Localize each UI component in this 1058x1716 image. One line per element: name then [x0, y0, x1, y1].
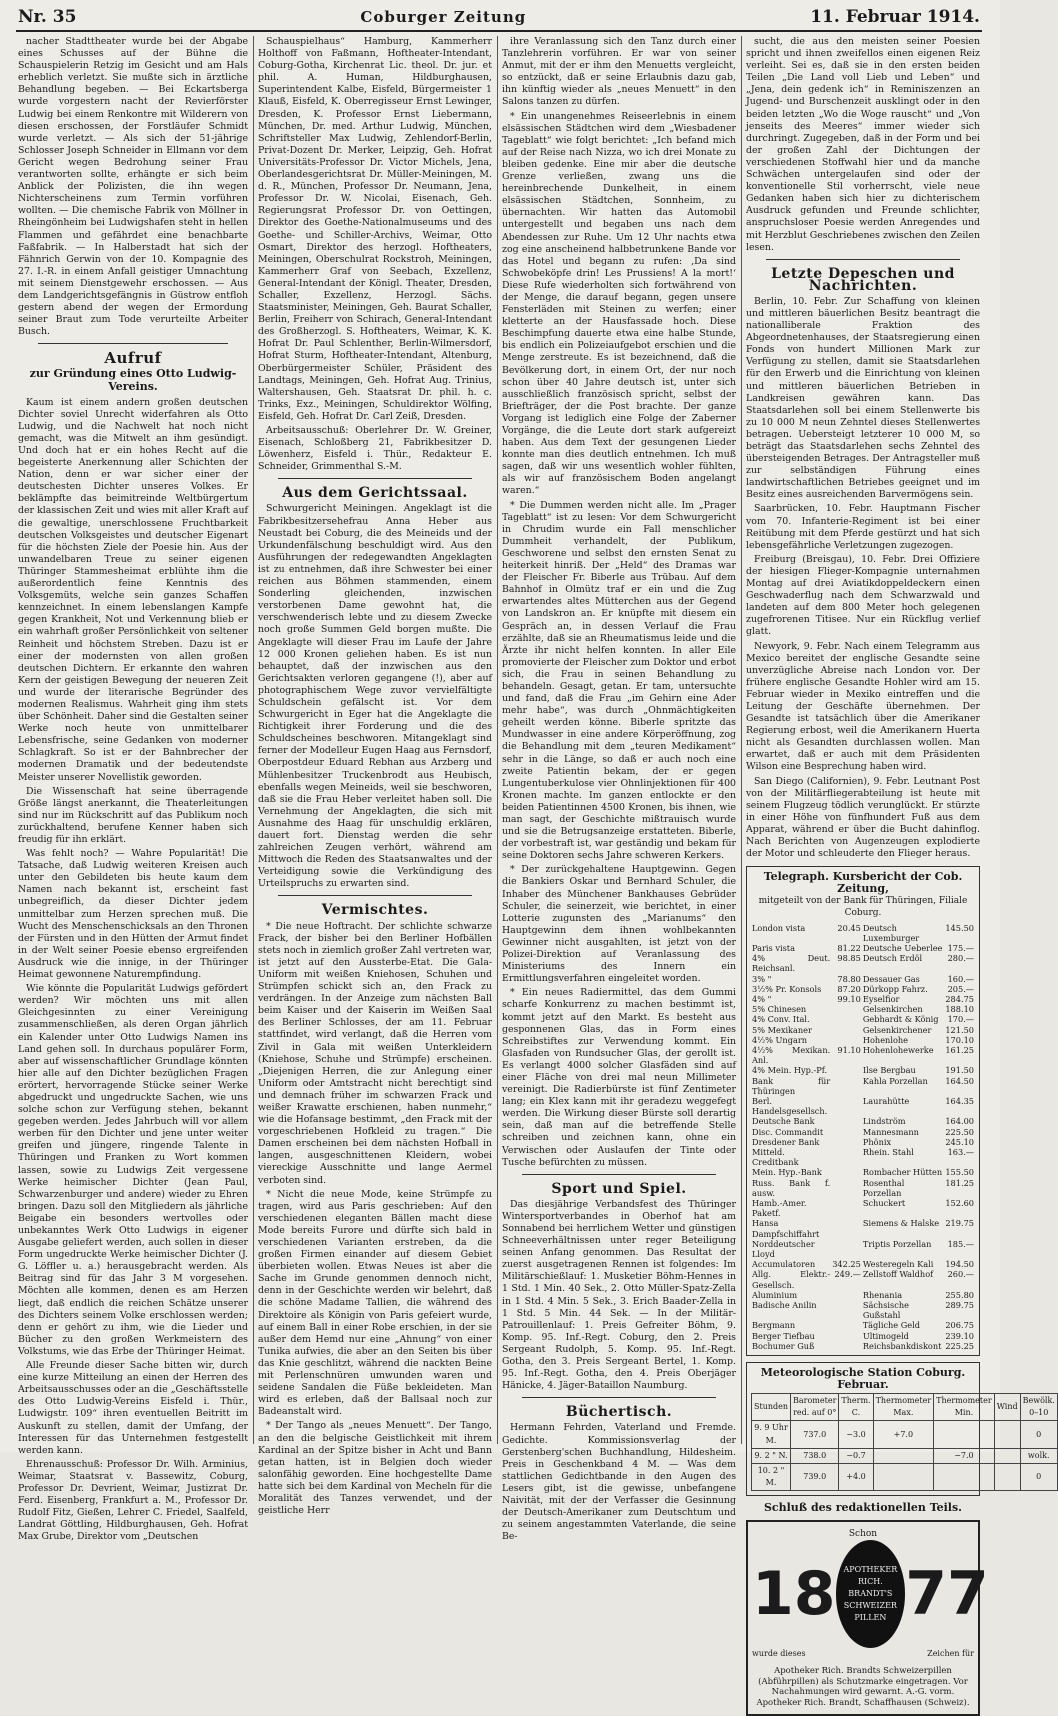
column-rule — [497, 36, 498, 1444]
stock-name: Hansa Dampfschiffahrt — [752, 1218, 820, 1239]
stock-row — [751, 1239, 975, 1259]
stock-name: Norddeutscher Lloyd — [752, 1238, 815, 1260]
stock-value: 289.75 — [945, 1300, 974, 1311]
article-subheading: zur Gründung eines Otto Ludwig-Vereins. — [29, 367, 237, 393]
stock-value: 191.50 — [945, 1065, 974, 1076]
stock-value — [831, 1178, 862, 1198]
news-item: Berlin, 10. Febr. Zur Schaffung von kleinen und mittleren bäuerlichen Besitz beantragt die nationalliberale Fraktion des Abgeordnetenhauses, der Staatsregierung einen Fonds von hundert Millionen Mark zur Verfügung zu stellen, damit sie Staatsdarlehen für den Erwerb und die Einrichtung von kleinen und mittleren bäuerlichen Betrieben in Landkreisen gewähren kann. Das Staatsdarlehen soll bei einem Stellenwerte bis zu 10 000 M neun Zehntel dieses Stellenwertes betragen. Uebersteigt letzterer 10 000 M, so beträgt das Staatsdarlehen sechs Zehntel des übersteigenden Betrages. Der Antragsteller muß zur selbständigen Führung eines landwirtschaftlichen Betriebes geeignet und im Besitz eines ausreichenden Barvermögens sein. — [746, 295, 980, 501]
stock-value: 160.— — [947, 973, 974, 984]
stock-name: Zellstoff Waldhof — [862, 1269, 934, 1280]
stock-name: Deutsche Ueberlee — [862, 942, 943, 953]
stock-value — [831, 1014, 862, 1024]
stock-row — [751, 1218, 975, 1238]
stock-row — [751, 1127, 975, 1137]
stock-row — [751, 1116, 975, 1126]
ad-left-small: wurde dieses — [752, 1649, 806, 1659]
weather-header-cell: Thermometer Min. — [934, 1394, 995, 1421]
stock-name: 4½% Mexikan. Anl. — [752, 1045, 831, 1066]
weather-cell: −0.7 — [839, 1448, 873, 1463]
column-1 — [18, 36, 249, 1543]
stock-name: 4% Conv. Ital. — [752, 1014, 810, 1025]
weather-row — [752, 1448, 1058, 1463]
stock-name: Tägliche Geld — [862, 1320, 920, 1331]
article-paragraph: * Nicht die neue Mode, keine Strümpfe zu tragen, wird aus Paris geschrieben: Auf den verschiedenen eleganten Bällen macht diese Mode bereits Furore und dürfte sich bald in verschiedenen Varianten erstreben, da die großen Firmen einander auf diesem Gebiet überbieten wollen. Etwas Neues ist aber die Sache im Grunde genommen dennoch nicht, denn in der Geschichte werden wir belehrt, daß die schöne Madame Tallien, die während des Direktoire als Königin von Paris gefeiert wurde, auf einem Ball in einer Robe erschien, in der sie außer dem Hemd nur eine „Ahnung“ von einer Tunika aufwies, die aber an den Seiten bis über das Knie geschlitzt, während die nackten Beine mit Perlenschnüren umwunden waren und seidene Sandalen die Füße bekleideten. Man wird es erleben, daß der Ballsaal noch zur Badeanstalt wird. — [258, 1188, 492, 1418]
weather-header-cell: Bewölk. 0–10 — [1020, 1394, 1057, 1421]
stock-value: 145.50 — [945, 922, 974, 933]
stock-name: Paris vista — [752, 942, 795, 953]
stock-row — [751, 1096, 975, 1116]
divider — [522, 1397, 716, 1398]
weather-cell: 9. 9 Uhr M. — [752, 1421, 791, 1448]
news-item: nacher Stadttheater wurde bei der Abgabe eines Schusses auf der Bühne die Schauspielerin Retzig im Gesicht und am Hals erheblich verletzt. Sie mußte sich in ärztliche Behandlung begeben. — Bei Eckartsberga wurde vorgestern nacht der Revierförster Ludwig bei einem Renkontre mit Wilderern von diesen erschossen, der Forstläufer Schmidt wurde verletzt. — Als sich der 51-jährige Schlosser Joseph Schneider in Ellmann vor dem Gericht wegen Bedrohung seiner Frau verantworten sollte, erhängte er sich beim Anblick der Polizisten, die ihn wegen Nichterscheinens zum Termin vorführen wollten. — Die chemische Fabrik von Möllner in Rheingönheim bei Ludwigshafen steht in hellen Flammen und gefährdet eine benachbarte Faßfabrik. — In Halberstadt hat sich der Fähnrich Gerwin von der 10. Kompagnie des 27. I.-R. in einem Anfall geistiger Umnachtung mit seinem Dienstgewehr erschossen. — Aus dem Landgerichtsgefängnis in Güstrow entfloh gestern abend der wegen der Ermordung seiner Braut zum Tode verurteilte Arbeiter Busch. — [18, 36, 248, 338]
article-paragraph: Die Wissenschaft hat seine überragende Größe längst anerkannt, die Theaterleitungen sind nur im Rückschritt auf das Publikum noch zurückhaltend, berufene Kenner haben sich freudig für ihn erklärt. — [18, 785, 248, 845]
article-paragraph: ihre Veranlassung sich den Tanz durch einer Tanzlehrerin vorführen. Er war von seiner Anmut, mit der er ihm den Menuetts vergleicht, so entzückt, daß er seine Erlaubnis dazu gab, ihn künftig wieder als „neues Menuett“ in den Salons tanzen zu dürfen. — [502, 36, 736, 108]
stock-row — [751, 984, 975, 994]
stock-value — [831, 1076, 862, 1096]
section-heading: Aus dem Gerichtssaal. — [282, 485, 468, 502]
divider — [522, 1174, 716, 1175]
ad-seal-logo — [836, 1540, 906, 1648]
stock-name: Rhein. Stahl — [862, 1147, 914, 1158]
issue-number: Nr. 35 — [18, 7, 77, 27]
stock-row — [751, 1167, 975, 1177]
article-paragraph: * Ein unangenehmes Reiseerlebnis in einem elsässischen Städtchen wird dem „Wiesbadener Tageblatt“ wie folgt berichtet: „Ich befand mich auf der Reise nach Nizza, wo ich drei Monate zu bleiben gedenke. Eine mir aber die deutsche Grenze verließen, zwang uns die hereinbrechende Dunkelheit, in einem elsässischen Städtchen, Sonnheim, zu übernachten. Wir hatten das Automobil untergestellt und begaben uns nach dem Abendessen zur Ruhe. Um 12 Uhr nachts etwa zog eine anscheinend halbbetrunkene Bande vor das Hotel und begann zu rufen: ‚Da sind Schwobeköpfe drin! Les Prussiens! A la mort!‘ Diese Rufe wiederholten sich fortwährend von der Menge, die darauf begann, gegen unsere Fensterläden mit Steinen zu werfen; einer kletterte an der Hausfassade hoch. Diese Beschimpfung dauerte etwa eine halbe Stunde, bis endlich ein Polizeiaufgebot erschien und die Menge zerstreute. Es ist bezeichnend, daß die Bevölkerung dort, in einem Ort, der nur noch schon über 40 Jahre deutsch ist, unter sich ausschließlich französisch spricht, selbst der Briefträger, der die Post brachte. Der ganze Vorgang ist lediglich eine Folge der Zaberner Vorgänge, die die Leute dort stark aufgereizt haben. Aus dem Text der gesungenen Lieder konnte man dies deutlich entnehmen. Ich muß sagen, daß wir uns wesentlich wohler fühlten, als wir auf französischem Boden angelangt waren.“ — [502, 110, 736, 497]
stock-name: Reichsbankdiskont — [862, 1340, 942, 1351]
column-4 — [746, 36, 1055, 1708]
stock-value — [831, 1198, 862, 1218]
stock-name: Laurahütte — [862, 1096, 910, 1107]
stock-name: Aluminium — [752, 1289, 798, 1300]
weather-header-cell: Thermometer Max. — [873, 1394, 934, 1421]
weather-row — [752, 1421, 1058, 1448]
stock-name: Rosenthal Porzellan — [862, 1177, 905, 1198]
article-paragraph: Alle Freunde dieser Sache bitten wir, durch eine kurze Mitteilung an einen der Herren des Arbeitsausschusses oder an die „Geschäftsstelle des Otto Ludwig-Vereins Eisfeld i. Thür., Ludwigstr. 109“ ihren eventuellen Beitritt im Auskunft zu stellen, damit der Umfang, der Interessen für das Unternehmen festgestellt werden kann. — [18, 1360, 249, 1456]
news-item: Newyork, 9. Febr. Nach einem Telegramm aus Mexico bereitet der englische Gesandte seine unverzügliche Abreise nach London vor. Der frühere englische Gesandte Hohler wird am 15. Februar wieder in Mexiko eintreffen und die Leitung der Geschäfte übernehmen. Der Gesandte ist tatsächlich über die Amerikaner Regierung erbost, weil die Amerikanern Huerta nicht als Gesandten durchlassen wollen. Man erwartet, daß er auch mit dem Präsidenten Wilson eine Besprechung haben wird. — [746, 640, 980, 773]
stock-name: Bank für Thüringen — [752, 1075, 831, 1096]
stock-value: 181.25 — [945, 1177, 974, 1188]
stock-name: Westeregeln Kali — [862, 1259, 934, 1270]
stock-name: Dresdener Bank — [752, 1136, 820, 1147]
stock-name: Gelsenkirchen — [862, 1004, 923, 1015]
stock-value: 164.35 — [945, 1096, 974, 1107]
stock-name: Badische Anilin — [752, 1300, 817, 1311]
stock-value — [831, 1290, 862, 1300]
stock-value: 260.— — [947, 1269, 974, 1280]
weather-cell — [934, 1463, 995, 1490]
masthead — [18, 6, 980, 28]
stock-name: Mannesmann — [862, 1126, 919, 1137]
stock-row — [751, 1045, 975, 1065]
article-paragraph: Was fehlt noch? — Wahre Popularität! Die Tatsache, daß Ludwig weiteren Kreisen auch unter den Gebildeten bis heute kaum dem Namen nach bekannt ist, erscheint fast unbegreiflich, da dieser Dichter jedem unmittelbar zum Herzen sprechen muß. Die Wucht des Menschenschicksals an den Thronen der Fürsten und in den Hütten der Armut findet in der Welt seiner Poesie ebenso ergreifenden Ausdruck wie die innige, in der Thüringer Heimat gewonnene Naturempfindung. — [18, 848, 248, 981]
stock-name: Deutsch Luxemburger — [862, 922, 920, 943]
stock-value — [831, 1127, 862, 1137]
ad-year-row — [752, 1540, 989, 1648]
stock-value: 152.60 — [945, 1198, 974, 1209]
stock-name: 4% Mein. Hyp.-Pf. — [752, 1065, 828, 1076]
stock-row — [751, 943, 975, 953]
divider — [278, 895, 472, 896]
stock-name: Sächsische Gußstahl — [862, 1300, 909, 1321]
weather-cell — [994, 1448, 1020, 1463]
stock-name: 3% " — [752, 973, 772, 984]
column-rule — [741, 36, 742, 1444]
weather-cell: −3.0 — [839, 1421, 873, 1448]
stock-name: Mein. Hyp.-Bank — [752, 1167, 822, 1178]
stock-name: Phönix — [862, 1136, 892, 1147]
stock-name: Mitteld. Creditbank — [752, 1147, 799, 1168]
stock-name: Deutsche Bank — [752, 1116, 815, 1127]
stock-row — [751, 923, 975, 943]
stock-name: Hohenlohe — [862, 1034, 908, 1045]
stock-name: Hamb.-Amer. Paketf. — [752, 1198, 807, 1219]
stock-row — [751, 974, 975, 984]
stock-name: Bochumer Guß — [752, 1340, 815, 1351]
stock-value: 20.45 — [837, 922, 861, 933]
weather-cell: 9. 2 " N. — [752, 1448, 791, 1463]
stock-value: 155.50 — [945, 1167, 974, 1178]
stock-value: 185.— — [947, 1238, 974, 1249]
stock-name: Russ. Bank f. ausw. — [752, 1177, 831, 1198]
section-heading: Letzte Depeschen und Nachrichten. — [771, 265, 955, 294]
stock-row — [751, 1137, 975, 1147]
article-paragraph: Kaum ist einem andern großen deutschen Dichter soviel Unrecht widerfahren als Otto Ludwig, und die Nachwelt hat noch nicht gemacht, was die Mitwelt an ihm gesündigt. Und doch hat er ein hohes Recht auf die begeisterte Anerkennung aller Schichten der Nation, denn er war sicher einer der deutschesten Dichter unseres Volkes. Er beklämpfte das beimitreinde Weltbürgertum der klassischen Zeit und wies mit aller Kraft auf die gewaltige, unerschlossene Fruchtbarkeit deutschen Volksgeistes und deutscher Eigenart für die höchsten Ziele der Poesie hin. Aus der unwandelbaren Treue zu seiner eigenen Thüringer Stammesheimat erblühte ihm die außerordentlich feine Kenntnis des Volksgemüts, welche sein ganzes Schaffen kennzeichnet. In einem lebenslangen Kampfe gegen Krankheit, Not und Verkennung blieb er ein wahrhaft großer Persönlichkeit von seltener Reinheit und höchstem Streben. Dazu ist er einer der modernsten von allen großen deutschen Dichtern. Er erkannte den wahren Kern der geistigen Bewegung der neueren Zeit und wurde der literarische Begründer des modernen Realismus. Wahrheit ging ihm stets über Schönheit. Daher sind die Gestalten seiner Werke noch heute von unmittelbarer Lebensfrische, seine Gedanken von moderner Schlagkraft. So ist er der Bahnbrecher der modernen Dramatik und der bedeutendste Meister unserer Novellistik geworden. — [18, 396, 248, 783]
article-paragraph: Ehrenausschuß: Professor Dr. Wilh. Arminius, Weimar, Staatsrat v. Bassewitz, Coburg, Professor Dr. Devrient, Weimar, Justizrat Dr. Ferd. Eisenberg, Frankfurt a. M., Professor Dr. Rudolf Fitz, Gießen, Lehrer C. Friedel, Saalfeld, Landrat Göttling, Hildburghausen, Geh. Hofrat Max Grube, Direktor vom „Deutschen — [18, 1458, 248, 1543]
weather-header-cell: Stunden — [752, 1394, 791, 1421]
stock-name: Disc. Commandit — [752, 1126, 824, 1137]
stock-value: 81.22 — [837, 942, 861, 953]
masthead-rule — [16, 30, 982, 32]
stock-row — [751, 1269, 975, 1289]
stock-name: Dürkopp Fahrz. — [862, 983, 928, 994]
weather-cell: wolk. — [1020, 1448, 1057, 1463]
stock-name: Triptis Porzellan — [862, 1238, 932, 1249]
newspaper-title: Coburger Zeitung — [360, 8, 527, 26]
weather-cell — [873, 1463, 934, 1490]
stock-value: 194.50 — [945, 1259, 974, 1270]
article-paragraph: sucht, die aus den meisten seiner Poesien spricht und ihnen zweifellos einen eigenen Reiz verleiht. Sei es, daß sie in den ersten beiden Teilen „Die Land voll Lieb und Leben“ und „Jena, dein gedenk ich“ in Reminiszenzen an Jugend- und Burschenzeit ausklingt oder in den beiden letzten „Wo die Woge rauscht“ und „Von jenseits des Meeres“ immer wieder sich durchringt. Zugegeben, daß in der Form und bei der großen Zahl der Dichtungen der verschiedenen Stoffwahl hier und da manche Schwächen untergelaufen sind oder der konventionelle Stil vorherrscht, viele neue Gedanken haben sich hier zu dichterischem Ausdruck gefunden und Freunde schlichter, anspruchsloser Poesie werden Anregendes und mit Herzblut Geschriebenes zwischen den Zeilen lesen. — [746, 36, 980, 253]
stock-value: 78.80 — [837, 973, 861, 984]
stock-row — [751, 1198, 975, 1218]
news-item: Saarbrücken, 10. Febr. Hauptmann Fischer vom 70. Infanterie-Regiment ist bei einer Reitübung mit dem Pferde gestürzt und hat sich lebensgefährliche Verletzungen zugezogen. — [746, 503, 980, 551]
stock-row — [751, 1065, 975, 1075]
ad-year-right: 77 — [905, 1559, 989, 1630]
weather-cell: 0 — [1020, 1421, 1057, 1448]
stock-value: 170.10 — [945, 1034, 974, 1045]
article-paragraph: Arbeitsausschuß: Oberlehrer Dr. W. Greiner, Eisenach, Schloßberg 21, Fabrikbesitzer D. Löwenherz, Eisfeld i. Thür., Redakteur E. Schneider, Grimmenthal S.-M. — [258, 425, 492, 473]
weather-header-cell: Therm. C. — [839, 1394, 873, 1421]
stock-row — [751, 1147, 975, 1167]
weather-box — [746, 1362, 1055, 1496]
stock-value: 164.00 — [945, 1116, 974, 1127]
ad-small-row — [752, 1648, 974, 1660]
stock-name: 4½% Ungarn — [752, 1034, 808, 1045]
stock-name: Lindström — [862, 1116, 906, 1127]
stock-value: 219.75 — [945, 1218, 974, 1229]
stock-value: 98.85 — [837, 953, 861, 964]
stock-value: 170.— — [947, 1014, 974, 1025]
weather-cell: +7.0 — [873, 1421, 934, 1448]
stock-table — [751, 923, 975, 1352]
divider — [278, 478, 472, 479]
stock-row — [751, 953, 975, 973]
stock-value — [831, 1137, 862, 1147]
stock-value: 255.80 — [945, 1289, 974, 1300]
stock-row — [751, 1341, 975, 1351]
stock-value: 188.10 — [945, 1004, 974, 1015]
stock-name: Ultimogeld — [862, 1330, 909, 1341]
stock-value: 163.— — [947, 1147, 974, 1158]
stock-value — [831, 1035, 862, 1045]
stock-value: 205.— — [947, 983, 974, 994]
stock-value: 284.75 — [945, 993, 974, 1004]
end-of-editorial-note: Schluß des redaktionellen Teils. — [763, 1500, 963, 1514]
weather-title: Meteorologische Station Coburg. Februar. — [760, 1366, 966, 1392]
ad-year-left: 18 — [752, 1559, 836, 1630]
stock-name: Gebhardt & König — [862, 1014, 939, 1025]
stock-value: 121.50 — [945, 1024, 974, 1035]
stock-name: Allg. Elektr.-Gesellsch. — [752, 1269, 831, 1290]
stock-row — [751, 1331, 975, 1341]
stock-row — [751, 1025, 975, 1035]
stock-value: 280.— — [947, 953, 974, 964]
weather-cell: +4.0 — [839, 1463, 873, 1490]
article-paragraph: * Die Dummen werden nicht alle. Im „Prager Tageblatt“ ist zu lesen: Vor dem Schwurgericht in Chrudim wurde ein Fall menschlicher Dummheit verhandelt, der Publikum, Geschworene und selbst den ernsten Senat zu heiterkeit hinriß. Der „Held“ des Dramas war der Fleischer Fr. Biberle aus Trübau. Auf dem Bahnhof in Olmütz traf er ein und die Zug erwartendes altes Mütterchen aus der Gegend von Landskron an. Er knüpfte mit diesem ein Gespräch an, in dessen Verlauf die Frau erzählte, daß sie an Rheumatismus leide und die Ärzte ihr nicht helfen konnten. In aller Eile promovierte der Fleischer zum Doktor und erbot sich, die Frau in seinen Behandlung zu behandeln. Gesagt, getan. Er tam, untersuchte und fand, daß die Frau „im Gehirn eine Ader mehr habe“, was durch „Ohnmächtigkeiten geheilt werden könne. Biberle spritzte das Mundwasser in eine andere Körperöffnung, zog die Behandlung mit dem „teuren Medikament“ sehr in die Länge, so daß er auch noch eine zweite Patientin bekam, der er gegen Lungentuberkulose vier Ohnlinjektionen für 400 Kronen machte. Im ganzen entlockte er den beiden Patientinnen 4500 Kronen, bis ihnen, wie man sagt, der Geschichte mißtrauisch wurde und sie die Betrugsanzeige erstatteten. Biberle, der vorbestraft ist, war geständig und bekam für seine Doktoren sechs Jahre schweren Kerkers. — [502, 499, 736, 862]
article-paragraph: Schauspielhaus“ Hamburg, Kammerherr Holthoff von Faßmann, Hoftheater-Intendant, Coburg-Gotha, Kirchenrat Lic. theol. Dr. jur. et phil. A. Human, Hildburghausen, Superintendent Kalbe, Eisfeld, Bürgermeister 1 Klauß, Eisfeld, K. Oberregisseur Ernst Lewinger, Dresden, K. Professor Ernst Liebermann, München, Dr. med. Arthur Ludwig, München, Schriftsteller Max Ludwig, Zehlendorf-Berlin, Privat-Dozent Dr. Merker, Leipzig, Geh. Hofrat Universitäts-Professor Dr. Victor Michels, Jena, Oberlandesgerichtsrat Dr. Müller-Meiningen, M. d. R., München, Professor Dr. Neumann, Jena, Professor Dr. W. Nicolai, Eisenach, Geh. Regierungsrat Professor Dr. von Oettingen, Direktor des Goethe-Nationalmuseums und des Goethe- und Schiller-Archivs, Weimar, Otto Osmart, Direktor des herzogl. Hoftheaters, Meiningen, Oberschulrat Rockstroh, Meiningen, Kammerherr Graf von Seebach, Exzellenz, General-Intendant der Königl. Theater, Dresden, Schaller, Exzellenz, Herzogl. Sächs. Staatsminister, Meiningen, Geh. Baurat Schaller, Berlin, Freiherr von Schirach, General-Intendant des Großherzogl. S. Hoftheaters, Weimar, K. K. Hofrat Dr. Paul Schlenther, Berlin-Wilmersdorf, Hofrat Sturm, Hoftheater-Intendant, Altenburg, Oberbürgermeister Schüler, Präsident des Landtags, Meiningen, Geh. Hofrat Aug. Trinius, Waltershausen, Geh. Staatsrat Dr. phil. h. c. Trinks, Exz., Meiningen, Schuldirektor Wölfing, Eisfeld, Geh. Hofrat Dr. Carl Zeiß, Dresden. — [258, 36, 492, 422]
article-paragraph: Das diesjährige Verbandsfest des Thüringer Wintersportverbandes in Oberhof hat am Sonnabend bei herrlichem Wetter und günstigen Schneeverhältnissen unter reger Beteiligung seinen Anfang genommen. Das Resultat der zuerst ausgetragenen Rennen ist folgendes: Im Militärschießlauf: 1. Musketier Böhm-Hennes in 1 Std. 1 Min. 40 Sek., 2. Otto Müller-Spatz-Zella in 1 Std. 4 Min. 5 Sek., 3. Erich Baader-Zella in 1 Std. 5 Min. 44 Sek. — In der Militär-Patrouillenlauf: 1. Preis Gefreiter Böhm, 9. Komp. 95. Inf.-Regt. Coburg, den 2. Preis Sergeant Rudolph, 5. Komp. 95. Inf.-Regt. Gotha, den 3. Preis Sergeant Bertel, 1. Komp. 95. Inf.-Regt. Gotha, den 4. Preis Oberjäger Hänicke, 4. Jäger-Bataillon Naumburg. — [502, 1198, 736, 1392]
weather-cell — [873, 1448, 934, 1463]
stock-name: Deutsch Erdöl — [862, 953, 923, 964]
stock-row — [751, 994, 975, 1004]
divider — [38, 343, 228, 344]
ad-text: Apotheker Rich. Brandts Schweizerpillen (Abführpillen) als Schutzmarke eingetragen. Vor Nachahmungen wird gewarnt. A.-G. vorm. Apotheker Rich. Brandt, Schaffhausen (Schweiz). — [756, 1666, 970, 1708]
stock-value: 164.50 — [945, 1075, 974, 1086]
column-2 — [258, 36, 492, 1517]
article-paragraph: Hermann Fehrden, Vaterland und Fremde. Gedichte. Kommissionsverlag der Gerstenberg'schen Buchhandlung, Hildesheim. Preis in Geschenkband 4 M. — Was dem stattlichen Gedichtbande in den Augen des Lesers gibt, ist die gewisse, unbefangene Naivität, mit der der Verfasser die Gesinnung der Deutsch-Amerikaner zum Deutschtum und zu seinem angestammten Vaterlande, die seine Be- — [502, 1422, 736, 1543]
stock-row — [751, 1290, 975, 1300]
stock-value — [831, 1147, 862, 1167]
stock-row — [751, 1259, 975, 1269]
stock-row — [751, 1300, 975, 1320]
stock-report-subtitle: mitgeteilt von der Bank für Thüringen, Filiale Coburg. — [758, 896, 968, 919]
weather-header-cell: Barometer red. auf 0° — [791, 1394, 839, 1421]
stock-row — [751, 1320, 975, 1330]
stock-row — [751, 1014, 975, 1024]
stock-value: 161.25 — [945, 1045, 974, 1055]
stock-row — [751, 1035, 975, 1045]
article-paragraph: Schwurgericht Meiningen. Angeklagt ist die Fabrikbesitzersehefrau Anna Heber aus Neustadt bei Coburg, die des Meineids und der Urkundenfälschung beschuldigt wird. Aus den Ausführungen der redegewandten Angeklagten ist zu entnehmen, daß ihre Schwester bei einer reichen aus Böhmen stammenden, einem Sonderling gleichenden, inzwischen verstorbenen Dame gewohnt hat, die verschwenderisch lebte und zu diesem Zwecke noch große Summen Geld borgen mußte. Die Angeklagte will dieser Frau im Laufe der Jahre 12 000 Kronen geliehen haben. Es ist nun behauptet, daß der inzwischen aus den Gerichtsakten verloren gegangene (!), aber auf photographischem Wege zuvor vervielfältigte Schuldschein gefälscht ist. Vor dem Schwurgericht in Eger hat die Angeklagte die Richtigkeit ihrer Forderung und die des Schuldscheines beschworen. Mitangeklagt sind ferner der Modelleur Eugen Haag aus Fernsdorf, Oberpostdeur Eduard Rebhan aus Arzberg und Mühlenbesitzer Truckenbrodt aus Heubisch, ebenfalls wegen Meineids, weil sie beschworen, daß sie die Frau Heber verleitet haben soll. Die Vernehmung der Angeklagten, die sich mit Ausnahme des Haag für unschuldig erklären, dauert fort. Dienstag werden die sehr zahlreichen Zeugen verhört, während am Mittwoch die Reden des Staatsanwaltes und der Verteidigung sowie die Verkündigung des Urteilspruchs zu erwarten sind. — [258, 503, 492, 890]
stock-value: 342.25 — [832, 1259, 861, 1270]
weather-cell: 10. 2 " M. — [752, 1463, 791, 1490]
stock-value — [831, 1116, 862, 1126]
weather-cell: 737.0 — [791, 1421, 839, 1448]
ad-schon: Schon — [848, 1529, 878, 1540]
stock-name: Berl. Handelsgesellsch. — [752, 1096, 828, 1117]
stock-value — [831, 1004, 862, 1014]
section-heading: Büchertisch. — [565, 1404, 673, 1421]
stock-value — [831, 1300, 862, 1320]
section-heading: Sport und Spiel. — [551, 1180, 687, 1197]
article-heading: Aufruf — [104, 349, 162, 368]
stock-report-box — [746, 866, 980, 1356]
article-paragraph: * Die neue Hoftracht. Der schlichte schwarze Frack, der bisher bei den Berliner Hofbällen stets noch in ziemlich großer Zahl vertreten war, ist jetzt auf den Aussterbe-Etat. Die Gala-Uniform mit weißen Kniehosen, Schuhen und Strümpfen schickt sich an, den Frack zu verdrängen. In der Anzeige zum nächsten Ball beim Kaiser und der Kaiserin im Weißen Saal des Berliner Schlosses, der am 11. Februar stattfindet, wird verlangt, daß die Herren vom Zivil in Gala mit weißen Unterkleidern (Kniehose, Schuhe und Strümpfe) erscheinen. „Diejenigen Herren, die zur Anlegung einer Uniform oder Amtstracht nicht berechtigt sind und demnach früher im schwarzen Frack und weißer Krawatte erschienen, haben nunmehr,“ wie die Hofansage bestimmt, „den Frack mit der vorgeschriebenen Hofkleid zu tragen.“ Die Damen erscheinen bei dem nächsten Hofball in langen, ausgeschnittenen Kleidern, wobei viereckige Ausschnitte und lange Aermel verboten sind. — [258, 920, 492, 1186]
stock-row — [751, 1076, 975, 1096]
stock-name: Rhenania — [862, 1289, 903, 1300]
stock-name: Eyselfior — [862, 993, 900, 1004]
weather-cell: 739.0 — [791, 1463, 839, 1490]
stock-value: 249.— — [834, 1269, 861, 1280]
stock-value: 225.50 — [945, 1126, 974, 1137]
stock-name: 3½% Pr. Konsols — [752, 983, 822, 994]
stock-name: Berger Tiefbau — [752, 1330, 815, 1341]
stock-value — [831, 1096, 862, 1116]
stock-row — [751, 1004, 975, 1014]
stock-row — [751, 1178, 975, 1198]
weather-header-cell: Wind — [994, 1394, 1020, 1421]
stock-value: 99.10 — [837, 993, 861, 1004]
stock-value: 175.— — [947, 942, 974, 953]
stock-name: Rombacher Hütten — [862, 1167, 943, 1178]
weather-cell — [994, 1421, 1020, 1448]
stock-name: London vista — [752, 922, 806, 933]
stock-name: 5% Chinesen — [752, 1004, 807, 1015]
stock-value: 245.10 — [945, 1136, 974, 1147]
stock-value: 206.75 — [945, 1320, 974, 1331]
stock-value: 225.25 — [945, 1340, 974, 1351]
news-item: San Diego (Californien), 9. Febr. Leutnant Post von der Militärfliegerabteilung ist heute mit seinem Flugzeug tödlich verunglückt. Er stürzte in einer Höhe von fünfhundert Fuß aus dem Apparat, während er über die Bucht dahinflog. Nach Berichten von Augenzeugen explodierte der Motor und schleuderte den Flieger heraus. — [746, 775, 980, 860]
weather-cell: −7.0 — [934, 1448, 995, 1463]
stock-name: Siemens & Halske — [862, 1218, 940, 1229]
news-item: Freiburg (Breisgau), 10. Febr. Drei Offiziere der hiesigen Flieger-Kompagnie unternahmen Montag auf drei Aviatikdoppeldeckern einen Geschwaderflug nach dem Schwarzwald und landeten auf dem 800 Meter hoch gelegenen zugefrorenen Titisee. Nur ein Rückflug verlief glatt. — [746, 553, 980, 638]
column-3 — [502, 36, 736, 1543]
issue-date: 11. Februar 1914. — [810, 7, 980, 27]
article-paragraph: * Ein neues Radiermittel, das dem Gummi scharfe Konkurrenz zu machen bestimmt ist, kommt jetzt auf den Markt. Es besteht aus gesponnenen Glas, das in Form eines Schreibstiftes zur Verwendung kommt. Ein Glasfaden von Rundsucher Glas, der gerollt ist. Es verlangt 4000 solcher Glasfäden sind auf einer Fläche von drei mal neun Millimeter vereinigt. Die Radierbürste ist fünf Zentimeter lang; ein Klex kann mit ihr geradezu weggefegt werden. Die Wirkung dieser Bürste soll derartig sein, daß man auf die betreffende Stelle schreiben und zeichnen kann, ohne ein Verwischen oder Auslaufen der Tinte oder Tusche befürchten zu müssen. — [502, 987, 736, 1168]
stock-name: Kahla Porzellan — [862, 1075, 928, 1086]
article-paragraph: * Der Tango als „neues Menuett“. Der Tango, an den die belgische Geistlichkeit mit ihrem Kardinal an der Spitze bisher in Acht und Bann getan hatten, ist in Belgien doch wieder salonfähig geworden. Eine hochgestellte Dame hatte sich bei dem Kardinal von Mecheln für die Moralität des Tanzes verwendet, und der geistliche Herr — [258, 1420, 492, 1517]
stock-name: 4% " — [752, 993, 772, 1004]
stock-name: Ilse Bergbau — [862, 1065, 916, 1076]
stock-name: Hohenlohewerke — [862, 1045, 934, 1055]
section-heading: Vermischtes. — [321, 902, 429, 919]
stock-value — [831, 1239, 862, 1259]
ad-seal-text: APOTHEKER RICH. BRANDT'S SCHWEIZER PILLEN — [843, 1564, 898, 1623]
stock-value — [831, 1320, 862, 1330]
stock-value: 87.20 — [837, 983, 861, 994]
stock-name: Dessauer Gas — [862, 973, 920, 984]
stock-name: Gelsenkirchener — [862, 1024, 932, 1035]
stock-value: 239.10 — [945, 1330, 974, 1341]
stock-value — [831, 1341, 862, 1351]
stock-name: 5% Mexikaner — [752, 1024, 812, 1035]
stock-value: 91.10 — [837, 1045, 861, 1055]
weather-row — [752, 1463, 1058, 1490]
weather-table — [751, 1393, 1058, 1491]
weather-cell — [934, 1421, 995, 1448]
ad-right-small: Zeichen für — [927, 1649, 974, 1659]
advertisement — [746, 1520, 989, 1716]
article-paragraph: * Der zurückgehaltene Hauptgewinn. Gegen die Bankiers Oskar und Bernhard Schuler, die Inhaber des Münchener Bankhauses Gebrüder Schuler, die seinerzeit, wie berichtet, in einer Lotterie zugunsten des „Marianums“ den Hauptgewinn dem ihnen wohlbekannten Gewinner nicht ausgahlten, ist jetzt von der Polizei-Direktion auf Veranlassung des Ministeriums des Innern ein Ermittlungsverfahren eingeleitet worden. — [502, 864, 736, 985]
weather-cell: 738.0 — [791, 1448, 839, 1463]
article-paragraph: Wie könnte die Popularität Ludwigs gefördert werden? Wir möchten uns mit allen Gleichgesinnten zu einer Vereinigung zusammenschließen, als deren Organ jährlich ein Kalender unter Otto Ludwigs Namen ins Land gehen soll. In durchaus populärer Form, aber auf wissenschaftlicher Grundlage könnten hier alle auf den Dichter bezüglichen Fragen erörtert, hervorragende Stücke seiner Werke abgedruckt und ungedruckte Sachen, wie uns solche schon zur Verfügung stehen, bekannt gegeben werden. Jedes Jahrbuch will vor allem werben für den Dichter und jene unter weiter greifen und jüngere, ringende Talente in Thüringen und Franken zu Wort kommen lassen, sowie zu Ludwigs Zeit vergessene Werke heimischer Dichter (Jean Paul, Schwarzenburger und andere) wieder zu Ehren bringen. Dazu soll den Mitgliedern als jährliche Beigabe ein besonders wertvolles oder unbekanntes Werk Otto Ludwigs in eigener Ausgabe geliefert werden, auch sollen in dieser Form ungedruckte Werke heimischer Dichter (J. G. Löffler u. a.) herausgebracht werden. Als Beitrag sind für das Jahr 3 M vorgesehen. Möchten alle kommen, denen es am Herzen liegt, daß endlich die reichen Schätze unserer des Dichters seinem Volke erschlossen werden; denn er gehört zu ihm, wie die Lieder und Bücher zu den großen Werkmeistern des Volkstums, wie das Erbe der Thüringer Heimat. — [18, 983, 248, 1357]
weather-cell: 0 — [1020, 1463, 1057, 1490]
stock-name: Accumulatoren — [752, 1259, 816, 1270]
stock-value — [831, 1167, 862, 1177]
stock-name: 4% Deut. Reichsanl. — [752, 953, 831, 974]
divider — [766, 259, 960, 260]
stock-report-title: Telegraph. Kursbericht der Cob. Zeitung, — [763, 870, 963, 896]
stock-name: Schuckert — [862, 1198, 906, 1209]
column-rule — [253, 36, 254, 1444]
stock-value — [831, 1218, 862, 1238]
stock-value — [831, 1065, 862, 1075]
weather-cell — [994, 1463, 1020, 1490]
stock-value — [831, 1025, 862, 1035]
stock-value — [831, 1331, 862, 1341]
stock-name: Bergmann — [752, 1320, 796, 1331]
